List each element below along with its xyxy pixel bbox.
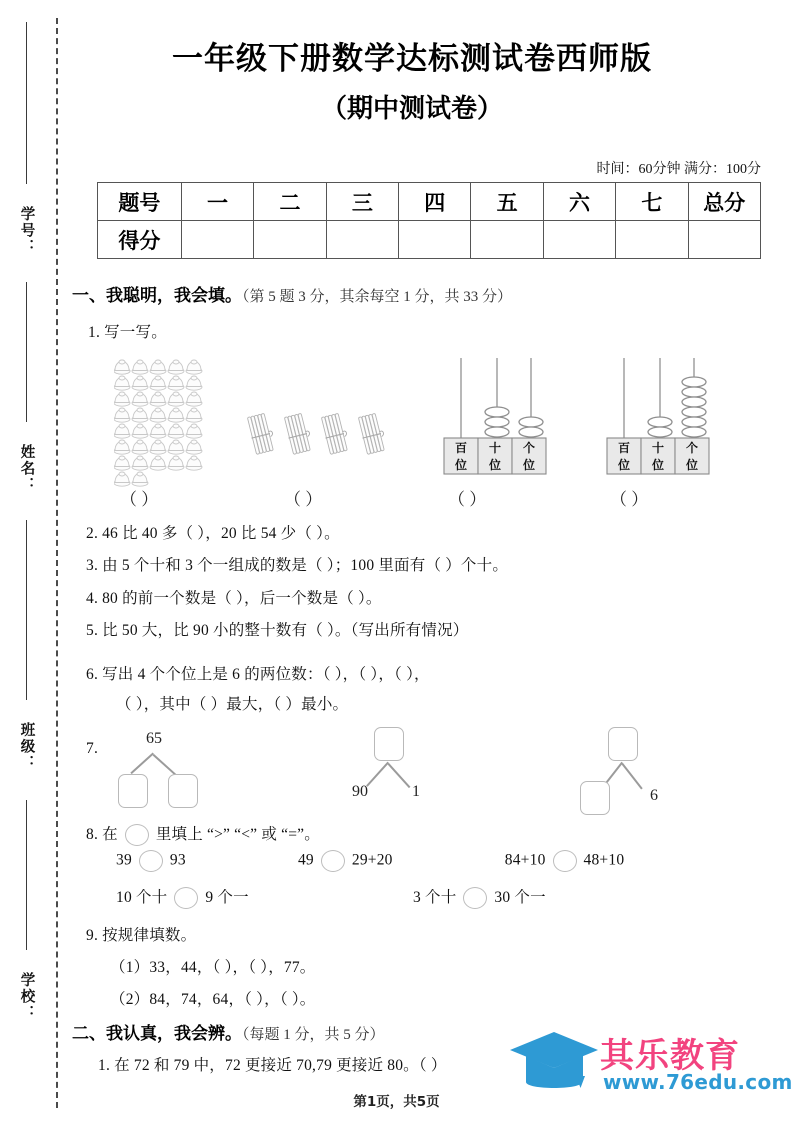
section-1-heading — [72, 281, 512, 306]
score-input-4[interactable] — [399, 221, 471, 259]
score-table — [97, 182, 761, 259]
margin-label-school: 学校： — [18, 972, 35, 1022]
svg-text:十: 十 — [488, 441, 502, 455]
svg-text:位: 位 — [651, 458, 665, 472]
score-input-total[interactable] — [688, 221, 760, 259]
abacus-1 — [439, 352, 557, 483]
stick-bundle-icon — [356, 412, 386, 458]
compare-circle-icon[interactable] — [125, 824, 149, 846]
score-col-6: 六 — [543, 183, 615, 221]
svg-text:位: 位 — [522, 458, 536, 472]
tree-2-right-value: 1 — [412, 783, 420, 800]
margin-strip — [0, 0, 62, 1122]
section-2-question-1: 1. 在 72 和 79 中，72 更接近 70,79 更接近 80。（ ） — [98, 1057, 447, 1074]
score-col-4: 四 — [399, 183, 471, 221]
question-1-answer-row — [62, 485, 772, 509]
question-2: 2. 46 比 40 多（ ），20 比 54 少（ ）。 — [86, 525, 340, 542]
abacus-icon — [439, 352, 557, 478]
margin-label-student-id: 学号： — [18, 206, 35, 256]
abacus-2 — [602, 352, 720, 483]
question-7-label: 7. — [86, 740, 99, 757]
question-6-line-2: （ ），其中（ ）最大，（ ）最小。 — [116, 696, 349, 713]
tree-3-box-left[interactable] — [580, 781, 610, 815]
tree-2-left-value: 90 — [352, 783, 368, 800]
compare-circle-icon[interactable] — [139, 850, 163, 872]
question-8-label — [86, 822, 320, 846]
margin-label-name: 姓名： — [18, 444, 35, 494]
graduation-cap-icon — [508, 1026, 600, 1100]
score-input-1[interactable] — [181, 221, 253, 259]
margin-rule — [26, 22, 27, 184]
page-title: 一年级下册数学达标测试卷西师版 — [172, 41, 652, 77]
score-col-7: 七 — [616, 183, 688, 221]
question-8-row-2 — [116, 885, 546, 909]
question-1-pictures — [62, 352, 772, 502]
tree-1-box-left[interactable] — [118, 774, 148, 808]
compare-circle-icon[interactable] — [553, 850, 577, 872]
score-col-2: 二 — [254, 183, 326, 221]
q1-answer-1[interactable]: （ ） — [120, 490, 159, 509]
question-9-label: 9. 按规律填数。 — [86, 927, 197, 944]
score-input-5[interactable] — [471, 221, 543, 259]
score-input-3[interactable] — [326, 221, 398, 259]
score-input-2[interactable] — [254, 221, 326, 259]
margin-rule — [26, 282, 27, 422]
svg-text:位: 位 — [617, 458, 631, 472]
exam-meta: 时间：60分钟 满分：100分 — [596, 162, 761, 177]
compare-circle-icon[interactable] — [174, 887, 198, 909]
stick-bundle-icon — [282, 412, 312, 458]
tree-3-box-top[interactable] — [608, 727, 638, 761]
score-table-row-label: 得分 — [98, 221, 182, 259]
svg-text:位: 位 — [488, 458, 502, 472]
compare-circle-icon[interactable] — [321, 850, 345, 872]
tree-1-top-value: 65 — [146, 730, 162, 747]
tree-1-box-right[interactable] — [168, 774, 198, 808]
q8-r2-a-right: 9 个一 — [205, 889, 249, 906]
section-1-number: 一、 — [72, 286, 106, 306]
score-input-6[interactable] — [543, 221, 615, 259]
score-col-5: 五 — [471, 183, 543, 221]
table-row-header — [98, 183, 761, 221]
abacus-icon — [602, 352, 720, 478]
q8-label-pre: 8. 在 — [86, 826, 118, 843]
number-tree-2 — [350, 727, 480, 807]
tree-branch — [388, 763, 411, 788]
svg-text:位: 位 — [685, 458, 699, 472]
svg-text:个: 个 — [685, 441, 699, 455]
svg-text:百: 百 — [454, 441, 468, 455]
cupcake-icon-group — [114, 358, 210, 488]
svg-text:位: 位 — [454, 458, 468, 472]
q8-r1-b-right: 29+20 — [351, 851, 393, 869]
question-9-line-2: （2）84，74，64，（ ），（ ）。 — [110, 991, 316, 1008]
cupcake-grid — [114, 358, 210, 488]
logo-url-text: www.76edu.com — [603, 1070, 793, 1094]
tree-branch — [153, 754, 176, 775]
q1-answer-2[interactable]: （ ） — [284, 490, 323, 509]
margin-rule — [26, 800, 27, 950]
q8-label-post: 里填上 “>” “<” 或 “=”。 — [155, 826, 320, 843]
margin-rule — [26, 520, 27, 700]
svg-text:百: 百 — [617, 441, 631, 455]
q8-r1-a-right: 93 — [169, 851, 186, 869]
margin-label-class: 班级： — [18, 722, 35, 772]
q8-r2-b-left: 3 个十 — [412, 889, 457, 906]
table-row-scores — [98, 221, 761, 259]
number-tree-3 — [592, 727, 722, 809]
compare-circle-icon[interactable] — [463, 887, 487, 909]
q8-r1-a-left: 39 — [116, 851, 132, 869]
logo-brand-text: 其乐教育 — [600, 1036, 740, 1076]
question-5: 5. 比 50 大，比 90 小的整十数有（ ）。（写出所有情况） — [86, 622, 469, 639]
q8-r1-b-left: 49 — [297, 851, 314, 869]
q1-answer-3[interactable]: （ ） — [448, 490, 487, 509]
tree-3-right-value: 6 — [650, 787, 658, 804]
section-1-points: （第 5 题 3 分，其余每空 1 分，共 33 分） — [242, 289, 513, 305]
section-2-heading — [72, 1019, 385, 1044]
q8-r2-a-left: 10 个十 — [116, 889, 168, 906]
stick-bundle-icon — [245, 412, 275, 458]
section-1-title: 我聪明，我会填。 — [106, 286, 242, 306]
question-8-row-1 — [116, 850, 624, 872]
svg-text:十: 十 — [651, 441, 665, 455]
tree-branch — [622, 763, 643, 789]
page-footer: 第1页，共5页 — [353, 1094, 440, 1110]
tree-2-box-top[interactable] — [374, 727, 404, 761]
stick-bundle-icon — [319, 412, 349, 458]
section-2-title: 我认真，我会辨。 — [106, 1024, 242, 1044]
score-col-3: 三 — [326, 183, 398, 221]
score-table-row-label: 题号 — [98, 183, 182, 221]
question-9-line-1: （1）33，44，（ ），（ ），77。 — [110, 959, 316, 976]
q8-r1-c-left: 84+10 — [504, 851, 546, 869]
question-6-line-1: 6. 写出 4 个个位上是 6 的两位数：（ ），（ ），（ ）， — [86, 666, 430, 683]
question-3: 3. 由 5 个十和 3 个一组成的数是（ ）；100 里面有（ ）个十。 — [86, 557, 509, 574]
stick-bundles — [245, 412, 386, 458]
q8-r1-c-right: 48+10 — [583, 851, 625, 869]
number-tree-1 — [118, 730, 248, 808]
svg-text:个: 个 — [522, 441, 536, 455]
section-2-points: （每题 1 分，共 5 分） — [242, 1027, 385, 1043]
score-col-total: 总分 — [688, 183, 760, 221]
q8-r2-b-right: 30 个一 — [494, 889, 546, 906]
section-2-number: 二、 — [72, 1024, 106, 1044]
page-subtitle: （期中测试卷） — [320, 94, 503, 124]
score-input-7[interactable] — [616, 221, 688, 259]
q1-answer-4[interactable]: （ ） — [610, 490, 649, 509]
question-1-label: 1. 写一写。 — [88, 324, 167, 341]
dashed-fold-line — [56, 18, 58, 1108]
tree-branch — [131, 753, 154, 774]
tree-branch — [366, 762, 389, 787]
score-col-1: 一 — [181, 183, 253, 221]
question-4: 4. 80 的前一个数是（ ），后一个数是（ ）。 — [86, 590, 382, 607]
